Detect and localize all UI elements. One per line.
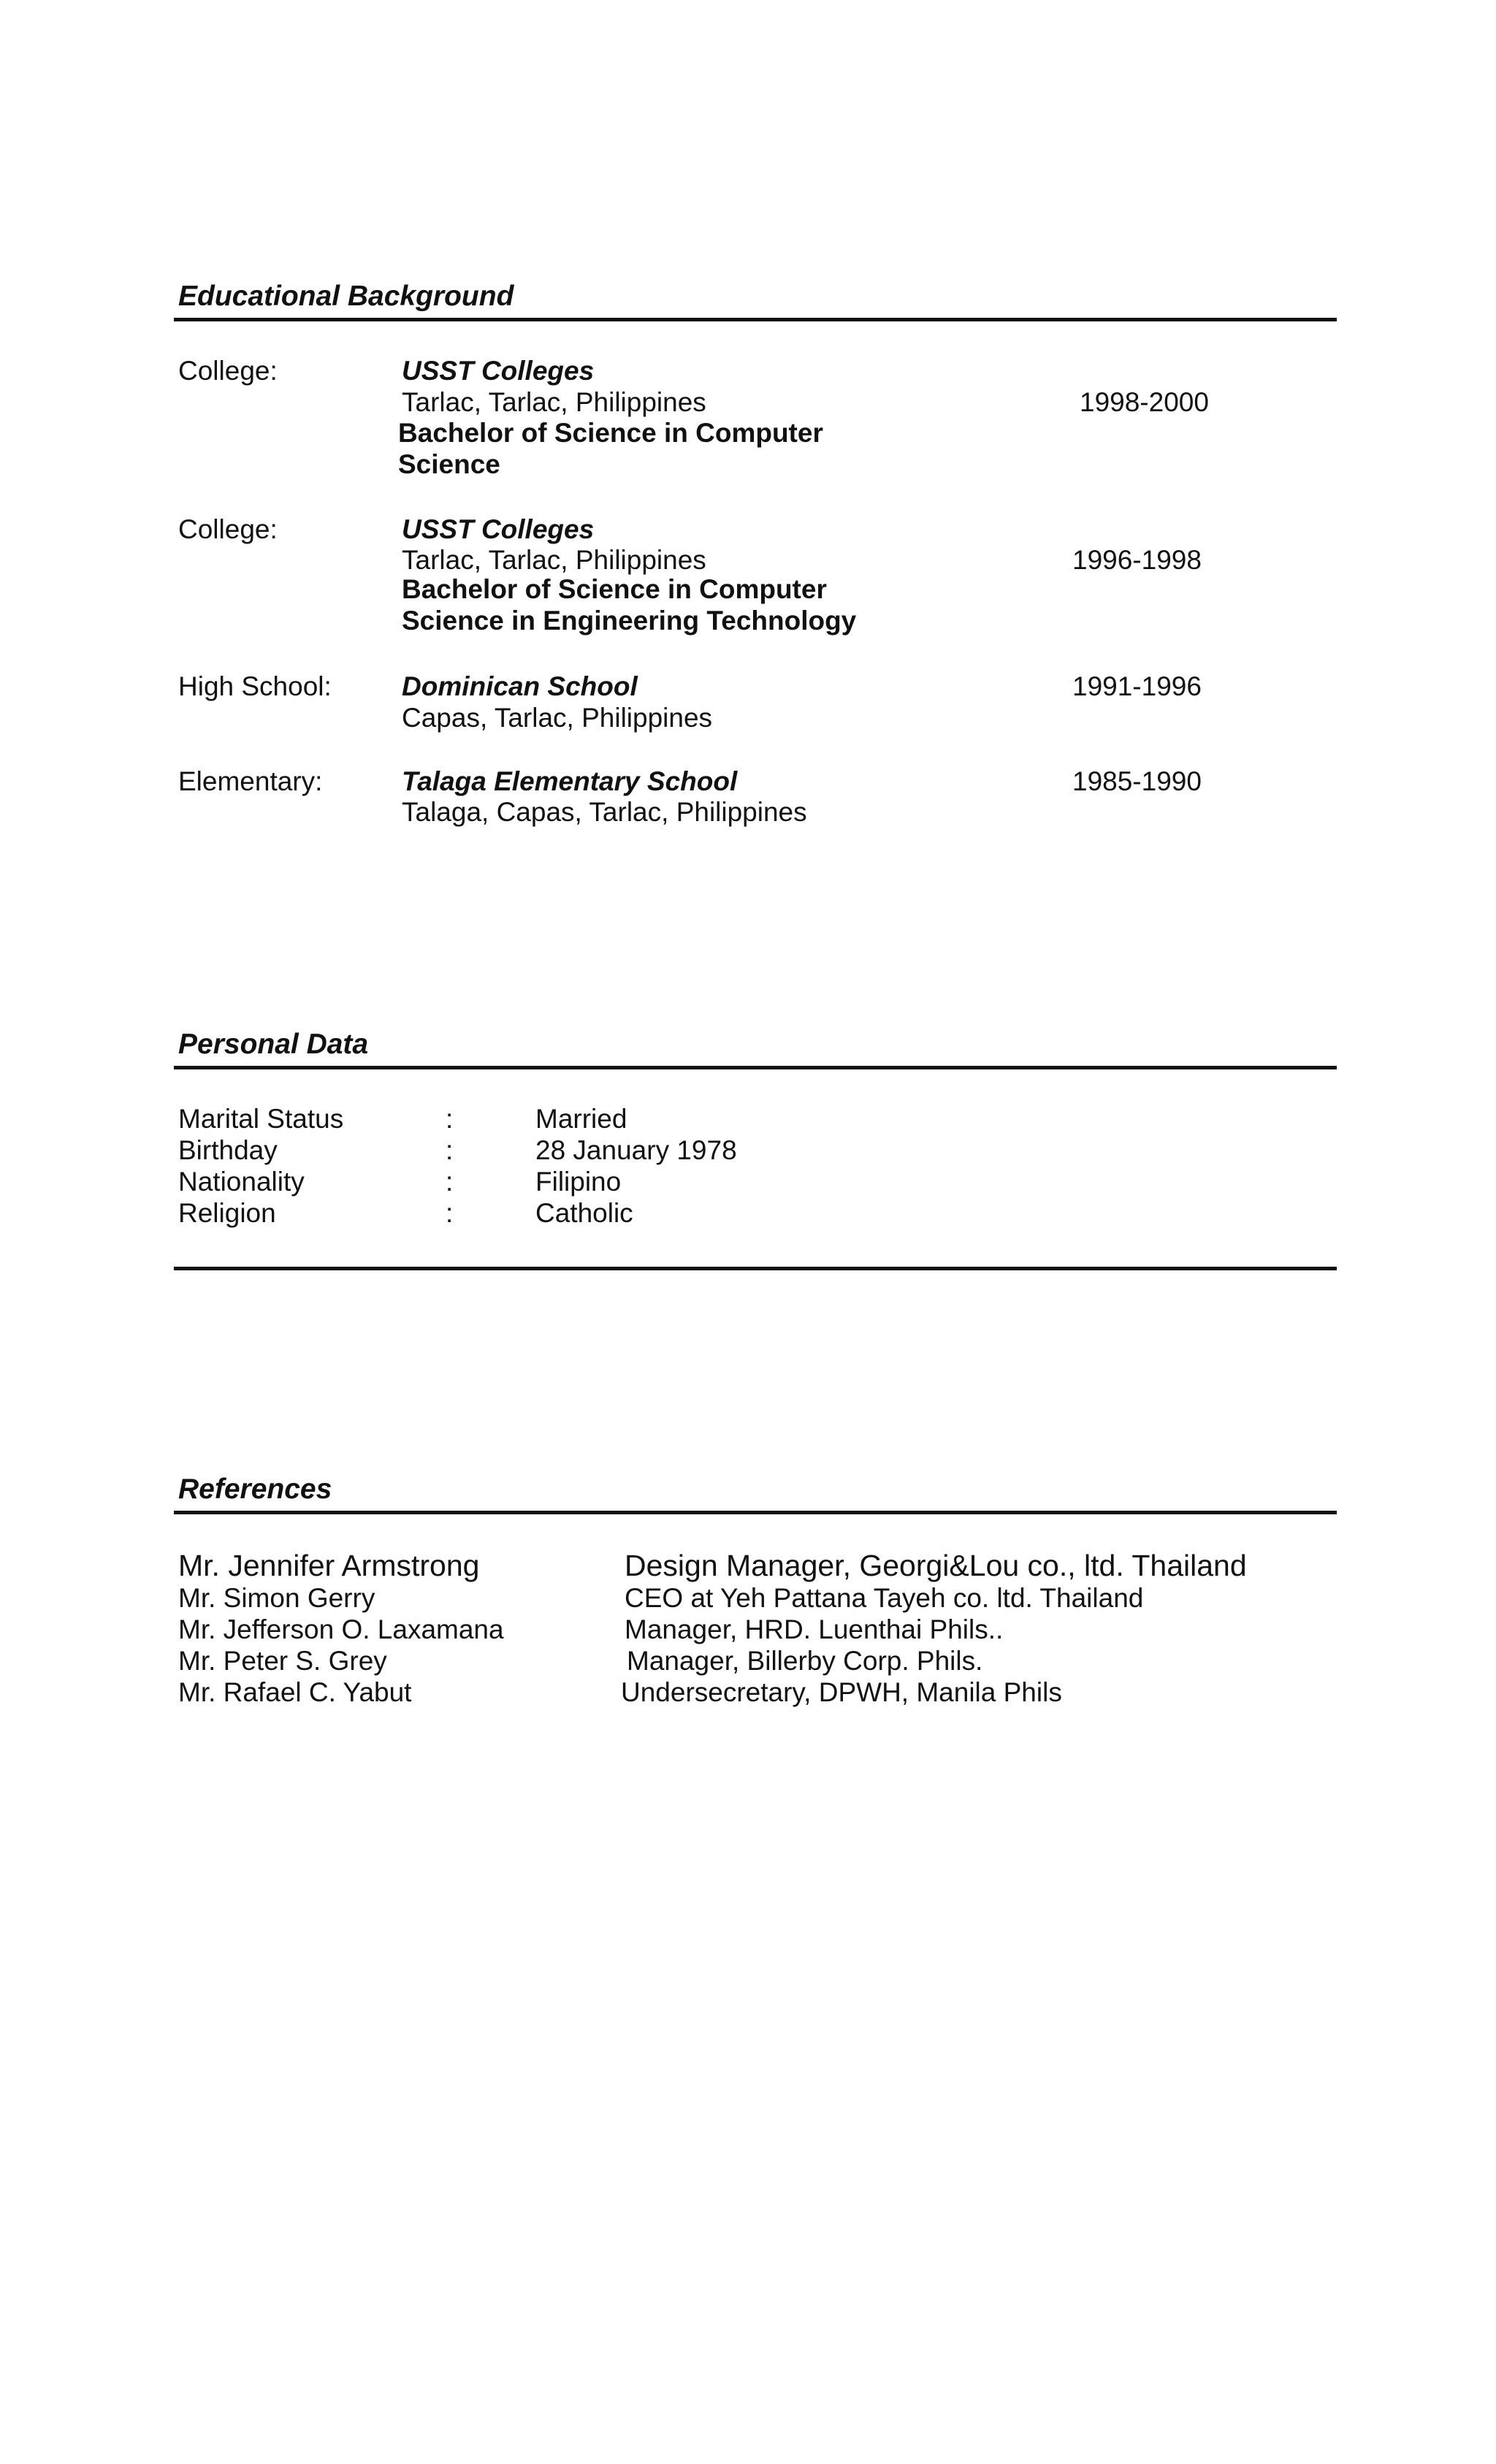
personal-heading: Personal Data: [178, 1029, 369, 1060]
reference-position: Undersecretary, DPWH, Manila Phils: [621, 1677, 1062, 1707]
education-years: 1996-1998: [1072, 545, 1202, 575]
reference-name: Mr. Simon Gerry: [178, 1583, 375, 1613]
education-location: Tarlac, Tarlac, Philippines: [402, 387, 706, 417]
personal-value: Catholic: [535, 1198, 633, 1228]
personal-rule-top: [174, 1066, 1337, 1069]
reference-name: Mr. Jefferson O. Laxamana: [178, 1614, 504, 1644]
references-heading: References: [178, 1473, 332, 1505]
education-location: Capas, Tarlac, Philippines: [402, 703, 713, 733]
personal-label: Nationality: [178, 1167, 305, 1197]
education-location: Talaga, Capas, Tarlac, Philippines: [402, 797, 807, 827]
personal-separator: :: [446, 1104, 454, 1134]
education-years: 1985-1990: [1072, 766, 1202, 796]
education-school: USST Colleges: [402, 356, 595, 386]
education-school: USST Colleges: [402, 514, 595, 544]
education-degree-line1: Bachelor of Science in Computer: [398, 418, 823, 448]
education-years: 1998-2000: [1080, 387, 1209, 417]
education-rule: [174, 318, 1337, 321]
personal-label: Marital Status: [178, 1104, 344, 1134]
education-label: College:: [178, 356, 278, 386]
education-location: Tarlac, Tarlac, Philippines: [402, 545, 706, 575]
references-rule: [174, 1511, 1337, 1514]
education-label: College:: [178, 514, 278, 544]
education-school: Dominican School: [402, 671, 638, 701]
personal-separator: :: [446, 1167, 454, 1197]
education-years: 1991-1996: [1072, 671, 1202, 701]
personal-value: Filipino: [535, 1167, 622, 1197]
reference-name: Mr. Peter S. Grey: [178, 1646, 387, 1676]
reference-name: Mr. Jennifer Armstrong: [178, 1549, 480, 1582]
personal-label: Birthday: [178, 1135, 278, 1165]
education-label: High School:: [178, 671, 332, 701]
personal-value: 28 January 1978: [535, 1135, 737, 1165]
reference-name: Mr. Rafael C. Yabut: [178, 1677, 412, 1707]
reference-position: Manager, Billerby Corp. Phils.: [627, 1646, 983, 1676]
education-degree-line2: Science: [398, 449, 500, 479]
reference-position: CEO at Yeh Pattana Tayeh co. ltd. Thailand: [625, 1583, 1144, 1613]
education-school: Talaga Elementary School: [402, 766, 738, 796]
reference-position: Manager, HRD. Luenthai Phils..: [625, 1614, 1004, 1644]
education-degree-line1: Bachelor of Science in Computer: [402, 574, 827, 604]
personal-label: Religion: [178, 1198, 276, 1228]
reference-position: Design Manager, Georgi&Lou co., ltd. Thailand: [625, 1549, 1247, 1582]
personal-value: Married: [535, 1104, 627, 1134]
personal-rule-bottom: [174, 1267, 1337, 1270]
education-label: Elementary:: [178, 766, 323, 796]
education-degree-line2: Science in Engineering Technology: [402, 606, 857, 636]
personal-separator: :: [446, 1198, 454, 1228]
education-heading: Educational Background: [178, 281, 514, 312]
personal-separator: :: [446, 1135, 454, 1165]
